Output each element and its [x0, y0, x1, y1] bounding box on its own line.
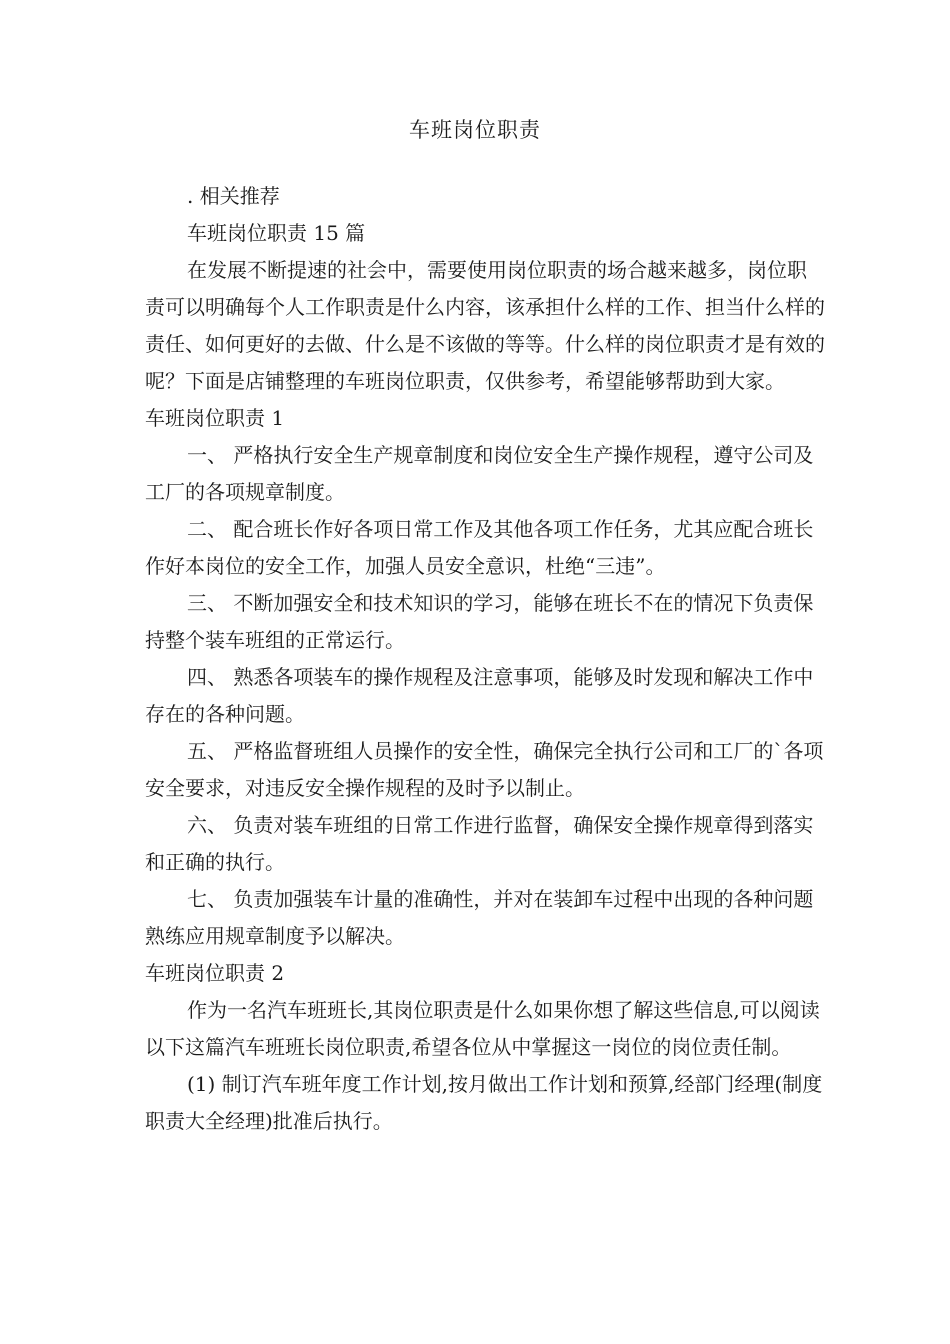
section-1-item-7: 七、 负责加强装车计量的准确性，并对在装卸车过程中出现的各种问题熟练应用规章制度予以解决。 [145, 887, 814, 948]
recommend-label: . 相关推荐 [187, 184, 280, 208]
document-body [145, 178, 825, 1140]
section-1-item-1: 一、 严格执行安全生产规章制度和岗位安全生产操作规程，遵守公司及工厂的各项规章制度。 [145, 443, 814, 504]
page-title: 车班岗位职责 [409, 118, 541, 142]
section-1-item-2: 二、 配合班长作好各项日常工作及其他各项工作任务，尤其应配合班长作好本岗位的安全工作，加强人员安全意识，杜绝“三违”。 [145, 517, 814, 578]
section-1-item-6: 六、 负责对装车班组的日常工作进行监督，确保安全操作规章得到落实和正确的执行。 [145, 813, 814, 874]
section-1-heading: 车班岗位职责 1 [145, 406, 285, 430]
section-2-item-1: (1) 制订汽车班年度工作计划,按月做出工作计划和预算,经部门经理(制度职责大全经理)批准后执行。 [145, 1072, 823, 1133]
section-1-item-3: 三、 不断加强安全和技术知识的学习，能够在班长不在的情况下负责保持整个装车班组的正常运行。 [145, 591, 814, 652]
section-1-item-5: 五、 严格监督班组人员操作的安全性，确保完全执行公司和工厂的`各项安全要求，对违反安全操作规程的及时予以制止。 [145, 739, 824, 800]
intro-paragraph: 在发展不断提速的社会中，需要使用岗位职责的场合越来越多，岗位职责可以明确每个人工作职责是什么内容，该承担什么样的工作、担当什么样的责任、如何更好的去做、什么是不该做的等等。什么样的岗位职责才是有效的呢？下面是店铺整理的车班岗位职责，仅供参考，希望能够帮助到大家。 [145, 258, 825, 393]
section-2-heading: 车班岗位职责 2 [145, 961, 285, 985]
section-1-item-4: 四、 熟悉各项装车的操作规程及注意事项，能够及时发现和解决工作中存在的各种问题。 [145, 665, 814, 726]
document-subtitle: 车班岗位职责 15 篇 [187, 221, 366, 245]
section-2-intro: 作为一名汽车班班长,其岗位职责是什么如果你想了解这些信息,可以阅读以下这篇汽车班班长岗位职责,希望各位从中掌握这一岗位的岗位责任制。 [145, 998, 820, 1059]
